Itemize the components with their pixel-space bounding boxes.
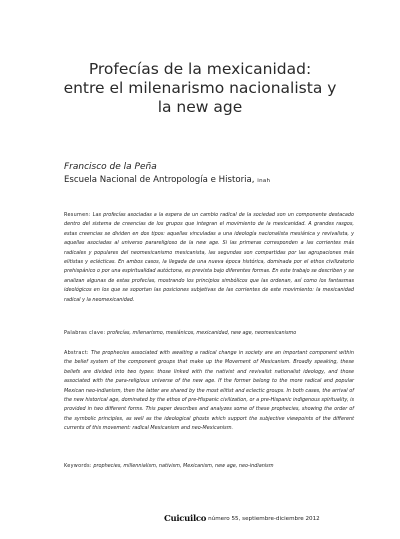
article-title [40,60,360,117]
keywords-label: Keywords: [64,463,92,469]
journal-logo: Cuicuilco [164,514,207,524]
title-line-2: entre el milenarismo nacionalista y [63,79,337,97]
abstract-text: The prophecies associated with awaiting a radical change in society are an important component within the belief system of the component groups that make up the Movement of Mexicanism. Broadly speaking, these beliefs are divided into two types: those linked with the nativist and revivalist nationalist ideology, and those associated with the para-religious universe of the new age. If the former belong to the more radical and popular Mexican neo-indianism, then the latter are shared by the most elitist and eclectic groups. In both cases, the arrival of the new historical age, dominated by the ethos of pre-Hispanic civilization, or a pre-Hispanic indigenous spirituality, is provided in two different forms. This paper describes and analyzes some of these prophecies, showing the order of the symbolic principles, as well as the ideological ghosts which support the subjective viewpoints of the different currents of this movement: radical Mexicanism and neo-Mexicanism. [64,350,354,432]
keywords-section [64,462,354,471]
palabras-clave-label: Palabras clave: [64,330,106,336]
author-name: Francisco de la Peña [64,162,157,172]
abstract-label: Abstract: [64,350,89,356]
palabras-clave-text: profecías, milenarismo, mesiánicos, mexicanidad, new age, neomexicanismo [106,330,297,336]
author-affiliation [64,175,270,185]
keywords-text: prophecies, millennialism, nativism, Mexicanism, new age, neo-indianism [93,463,274,469]
issue-info: número 55, septiembre-diciembre 2012 [208,516,320,522]
resumen-section [64,211,354,305]
resumen-label: Resumen: [64,212,91,218]
affiliation-name: Escuela Nacional de Antropología e Historia, [64,175,255,185]
affiliation-abbr: inah [257,178,271,184]
abstract-section [64,349,354,434]
palabras-clave-section [64,329,354,338]
resumen-text: Las profecías asociadas a la espera de un cambio radical de la sociedad son un componente destacado dentro del sistema de creencias de los grupos que integran el movimiento de la mexicanidad. A grandes rasgos, estas creencias se dividen en dos tipos: aquellas vinculadas a una ideología nacionalista mesiánica y revivalista, y aquellas asociadas al universo parareligioso de la new age. Si las primeras corresponden a las corrientes más radicales y populares del neomexicanismo mexicanista, las segundas son compartidas por las agrupaciones más elitistas y eclécticas. En ambos casos, la llegada de una nueva época histórica, dominada por el ethos civilizatorio prehispánico o por una espiritualidad autóctona, es prevista bajo diferentes formas. En este trabajo se describen y se analizan algunas de estas profecías, mostrando los principios simbólicos que las ordenan, así como los fantasmas ideológicos en los que se soportan las posiciones subjetivas de las corrientes de este movimiento: la mexicanidad radical y la neomexicanidad. [64,212,354,303]
page-footer [164,514,320,524]
title-line-1: Profecías de la mexicanidad: [88,60,312,78]
title-line-3: la new age [157,98,243,116]
